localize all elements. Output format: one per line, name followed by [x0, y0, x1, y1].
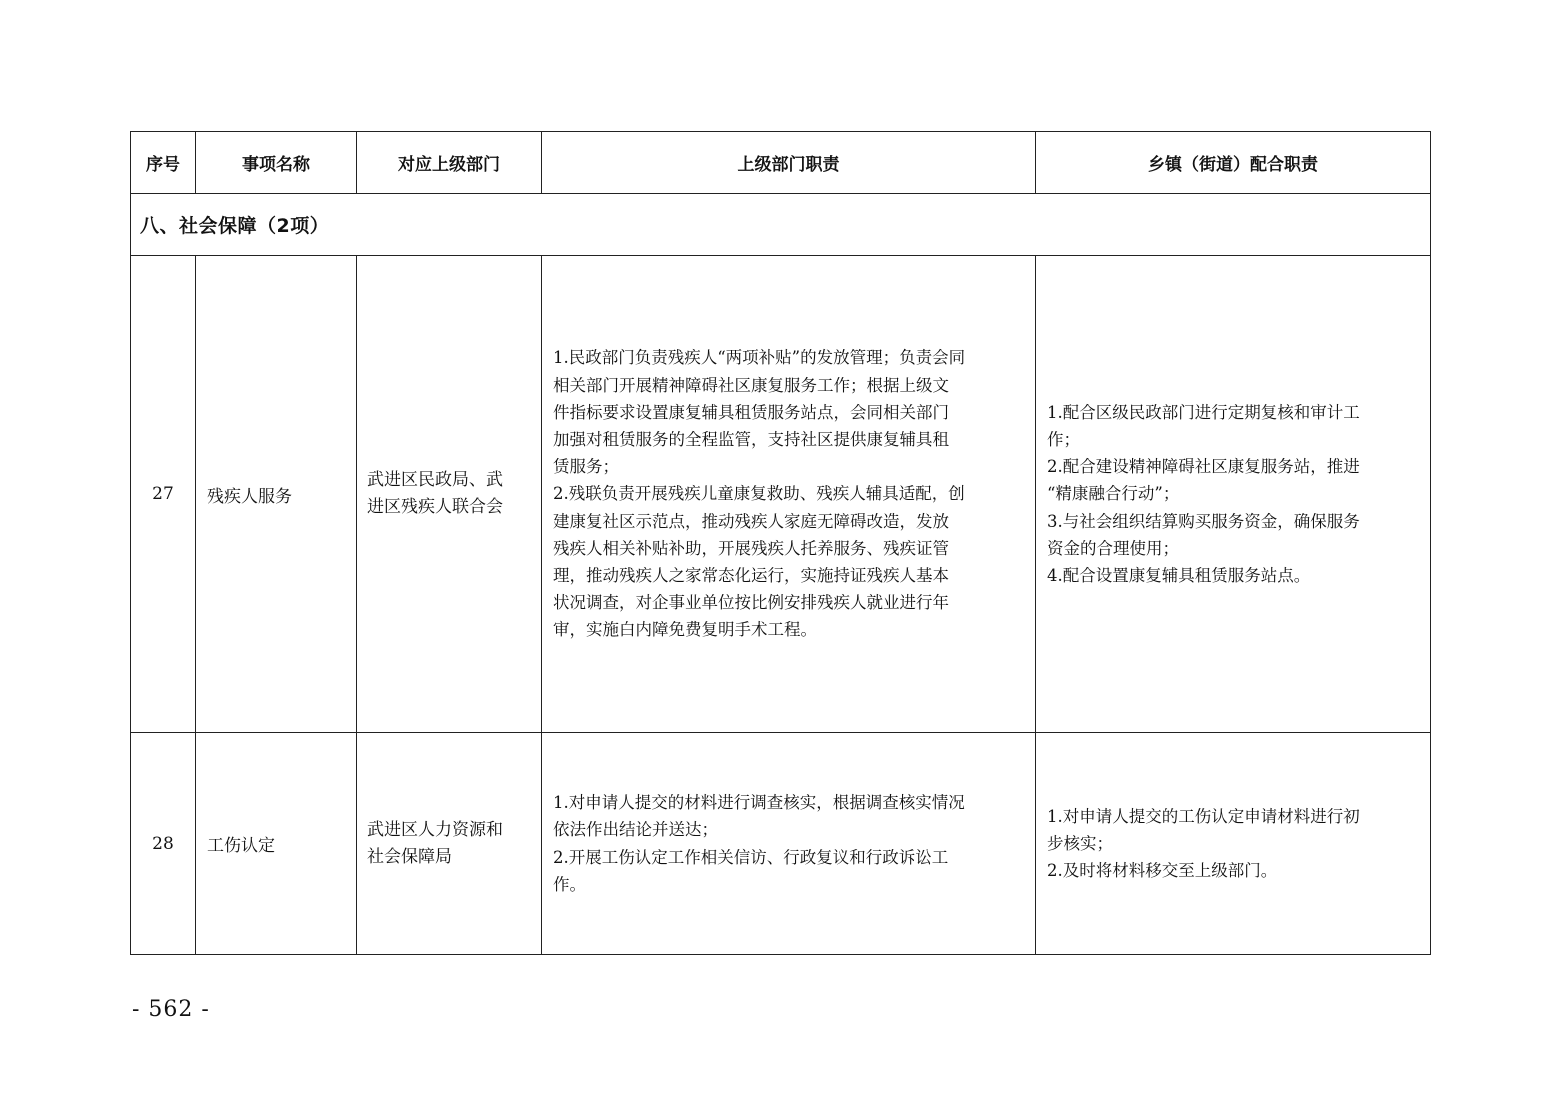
duty-line: 2.及时将材料移交至上级部门。: [1047, 861, 1278, 881]
responsibility-table: [130, 131, 1431, 955]
section-title: 八、社会保障（2项）: [131, 194, 1431, 256]
township-duty: [1036, 733, 1431, 955]
duty-line: 理，推动残疾人之家常态化运行，实施持证残疾人基本: [553, 566, 949, 585]
duty-line: 赁服务；: [553, 457, 619, 477]
township-duty: [1036, 256, 1431, 733]
header-serial-number: 序号: [131, 132, 196, 194]
duty-line: 步核实；: [1047, 833, 1113, 853]
table-row: [131, 733, 1431, 955]
header-superior-department: 对应上级部门: [357, 132, 542, 194]
duty-line: 1.对申请人提交的材料进行调查核实，根据调查核实情况: [553, 793, 965, 813]
department-line: 武进区民政局、武: [367, 470, 503, 490]
row-number: 28: [131, 733, 196, 955]
superior-duty: [542, 733, 1036, 955]
duty-line: 相关部门开展精神障碍社区康复服务工作；根据上级文: [553, 375, 949, 395]
duty-line: 3.与社会组织结算购买服务资金，确保服务: [1047, 511, 1360, 531]
duty-line: 件指标要求设置康复辅具租赁服务站点，会同相关部门: [553, 402, 949, 422]
table-row: [131, 256, 1431, 733]
duty-line: 依法作出结论并送达；: [553, 820, 718, 840]
duty-line: 加强对租赁服务的全程监管，支持社区提供康复辅具租: [553, 429, 949, 449]
duty-line: 1.民政部门负责残疾人“两项补贴”的发放管理；负责会同: [553, 348, 966, 368]
section-row: [131, 194, 1431, 256]
duty-line: 1.配合区级民政部门进行定期复核和审计工: [1047, 402, 1360, 422]
duty-line: 2.残联负责开展残疾儿童康复救助、残疾人辅具适配，创: [553, 484, 965, 504]
duty-line: 2.开展工伤认定工作相关信访、行政复议和行政诉讼工: [553, 847, 949, 867]
header-superior-duty: 上级部门职责: [542, 132, 1036, 194]
duty-line: 资金的合理使用；: [1047, 538, 1179, 558]
table-header-row: [131, 132, 1431, 194]
duty-line: “精康融合行动”；: [1047, 484, 1180, 504]
duty-line: 审，实施白内障免费复明手术工程。: [553, 620, 817, 640]
superior-department: [357, 256, 542, 733]
duty-line: 4.配合设置康复辅具租赁服务站点。: [1047, 566, 1311, 585]
item-name: 工伤认定: [196, 733, 357, 955]
department-line: 武进区人力资源和: [367, 819, 503, 840]
superior-duty: [542, 256, 1036, 733]
item-name: 残疾人服务: [196, 256, 357, 733]
header-township-duty: 乡镇（街道）配合职责: [1036, 132, 1431, 194]
duty-line: 残疾人相关补贴补助，开展残疾人托养服务、残疾证管: [553, 538, 949, 558]
duty-line: 状况调查，对企事业单位按比例安排残疾人就业进行年: [553, 593, 949, 613]
duty-line: 1.对申请人提交的工伤认定申请材料进行初: [1047, 806, 1360, 826]
duty-line: 作。: [553, 874, 586, 894]
department-line: 进区残疾人联合会: [367, 497, 503, 517]
duty-line: 作；: [1047, 429, 1080, 449]
page-number: - 562 -: [132, 997, 210, 1022]
department-line: 社会保障局: [367, 846, 452, 867]
duty-line: 建康复社区示范点，推动残疾人家庭无障碍改造，发放: [553, 511, 949, 531]
duty-line: 2.配合建设精神障碍社区康复服务站，推进: [1047, 457, 1360, 477]
superior-department: [357, 733, 542, 955]
header-item-name: 事项名称: [196, 132, 357, 194]
row-number: 27: [131, 256, 196, 733]
